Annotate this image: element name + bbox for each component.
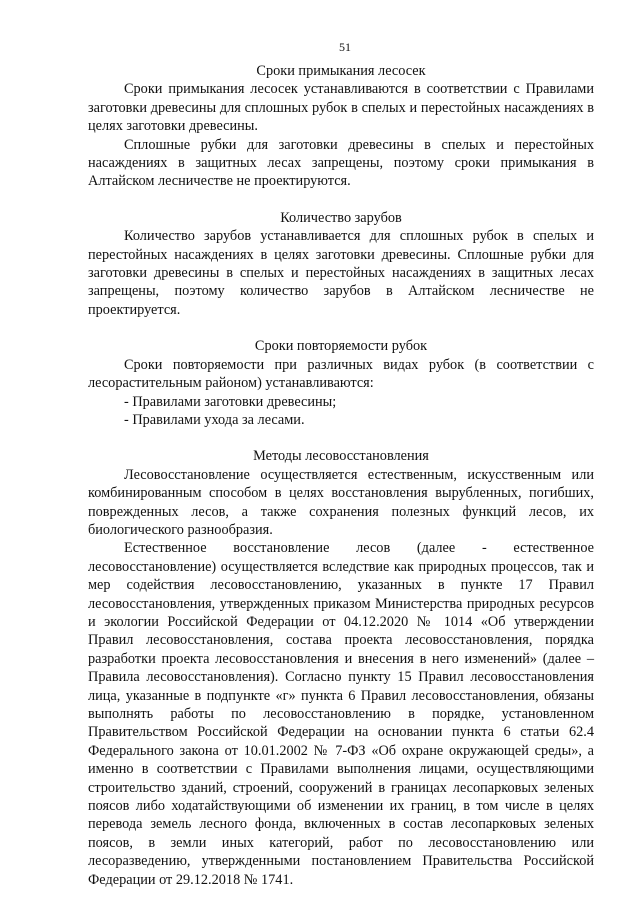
list-item: - Правилами ухода за лесами. (124, 411, 305, 428)
section-gap (88, 429, 594, 447)
paragraph: Сроки повторяемости при различных видах рубок (в соответствии с лесорастительным районом) устанавливаются: (88, 356, 594, 392)
section-cutting-adjacency (88, 62, 594, 191)
section-title: Сроки повторяемости рубок (254, 338, 428, 355)
document-page (88, 40, 594, 889)
paragraph: Лесовосстановление осуществляется естественным, искусственным или комбинированным способом в целях восстановления вырубленных, погибших, поврежденных лесов, а также сохранения полезных функций лесов, их биологического разнообразия. (88, 466, 594, 538)
paragraph: Количество зарубов устанавливается для сплошных рубок в спелых и перестойных насаждениях в целях заготовки древесины. Сплошные рубки для заготовки древесины в спелых и перестойных насаждениях в защитных лесах запрещены, поэтому количество зарубов в Алтайском лесничестве не проектируется. (88, 228, 594, 318)
section-number-of-cuts (88, 209, 594, 319)
section-gap (88, 319, 594, 337)
paragraph: Сроки примыкания лесосек устанавливаются в соответствии с Правилами заготовки древесины для сплошных рубок в спелых и перестойных насаждениях в целях заготовки древесины. (88, 81, 594, 135)
section-title: Количество зарубов (280, 209, 402, 226)
section-reforestation-methods (88, 447, 594, 889)
paragraph: Сплошные рубки для заготовки древесины в спелых и перестойных насаждениях в защитных лесах запрещены, поэтому сроки примыкания в Алтайском лесничестве не проектируются. (88, 136, 594, 190)
section-cutting-frequency (88, 337, 594, 429)
section-title: Сроки примыкания лесосек (256, 63, 426, 79)
section-title: Методы лесовосстановления (253, 448, 429, 465)
section-gap (88, 191, 594, 209)
list-item: - Правилами заготовки древесины; (124, 393, 337, 410)
paragraph: Естественное восстановление лесов (далее - естественное лесовосстановление) осуществляется вследствие как природных процессов, так и мер содействия лесовосстановлению, указанных в пункте 17 Правил лесовосстановления, утвержденных приказом Министерства природных ресурсов и экологии Российской Федерации от 04.12.2020 № 1014 «Об утверждении Правил лесовосстановления, состава проекта лесовосстановления, порядка разработки проекта лесовосстановления и внесения в него изменений» (далее – Правила лесовосстановления). Согласно пункту 15 Правил лесовосстановления лица, указанные в подпункте «г» пункта 6 Правил лесовосстановления, обязаны выполнять работы по лесовосстановлению в порядке, установленном Правительством Российской Федерации на основании пункта 6 статьи 62.4 Федерального закона от 10.01.2002 № 7-ФЗ «Об охране окружающей среды», а именно в соответствии с Правилами выполнения лицами, осуществляющими строительство зданий, строений, сооружений в границах лесопарковых зеленых поясов либо ходатайствующими об изменении их границ, в том числе в целях перевода земель лесного фонда, включенных в состав лесопарковых зеленых поясов, в земли иных категорий, работ по лесовосстановлению или лесоразведению, утвержденными постановлением Правительства Российской Федерации от 29.12.2018 № 1741. (88, 540, 594, 888)
page-number: 51 (339, 40, 351, 54)
